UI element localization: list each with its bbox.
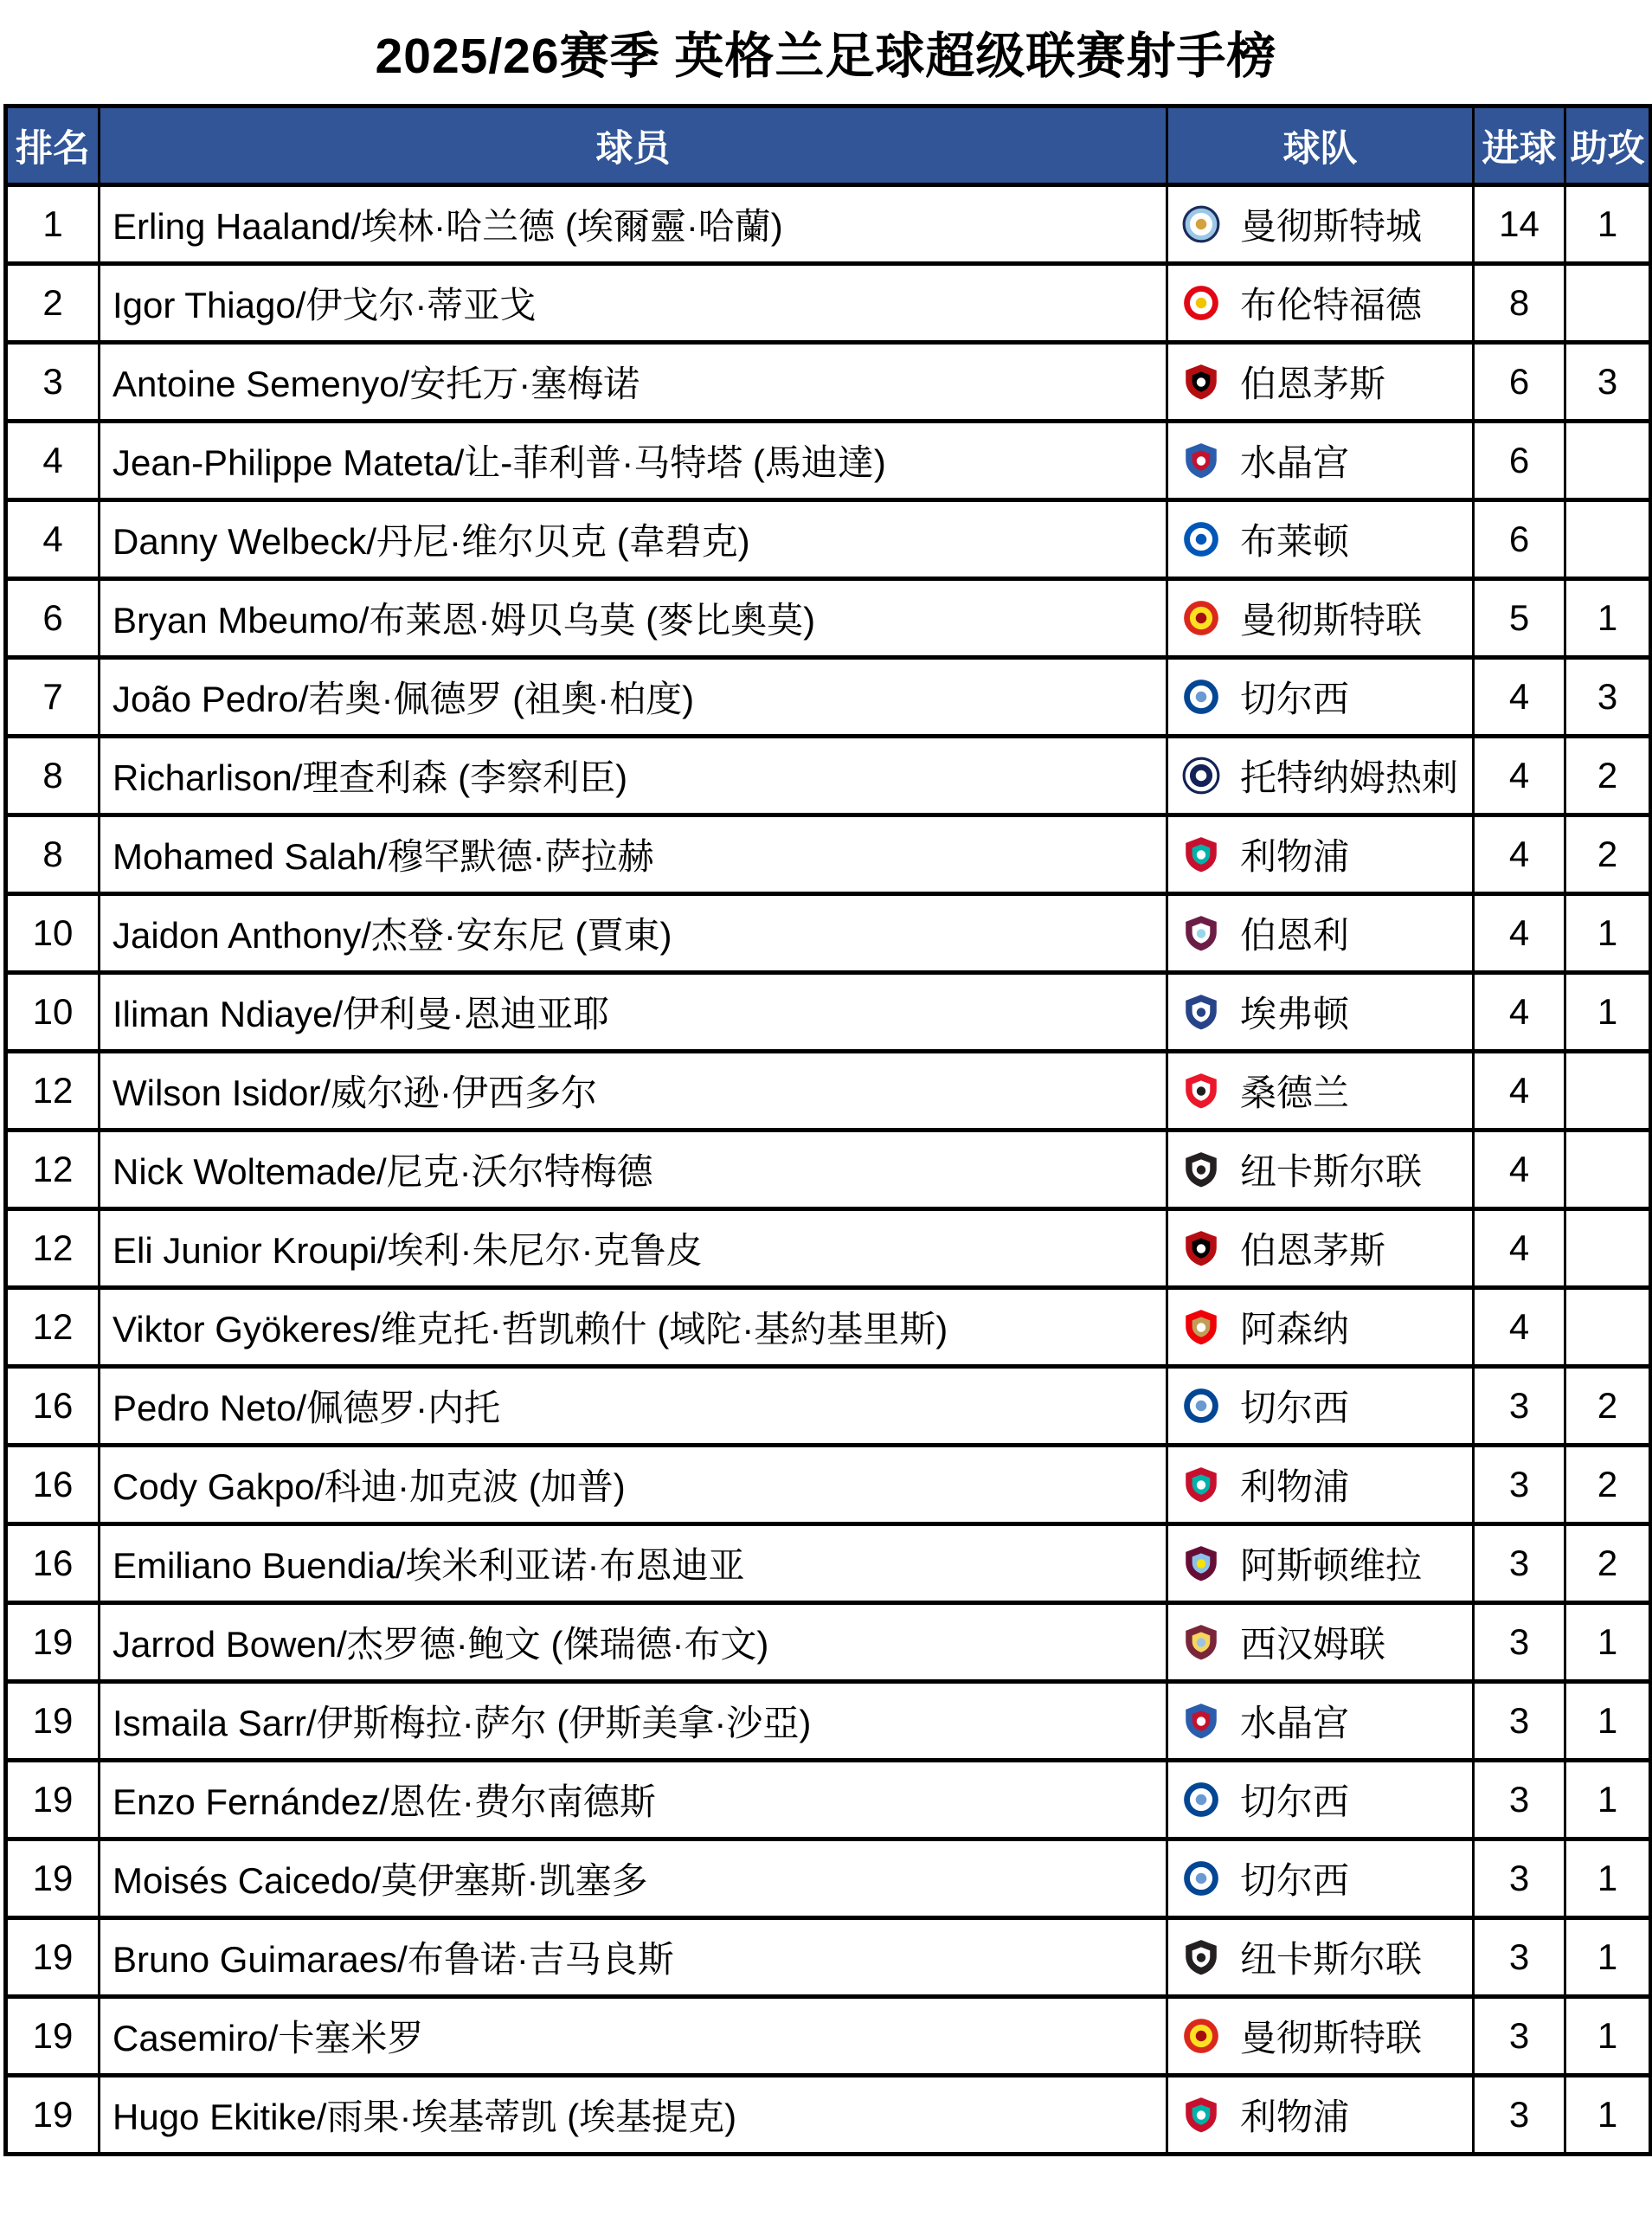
team-name: 伯恩茅斯 — [1240, 1230, 1386, 1271]
goals-cell: 4 — [1474, 658, 1565, 737]
team-wrap — [1169, 1616, 1471, 1668]
team-badge-icon — [1181, 204, 1221, 244]
rank-cell: 12 — [6, 1052, 100, 1131]
rank-cell: 4 — [6, 500, 100, 579]
team-name: 阿森纳 — [1240, 1309, 1350, 1350]
header-rank: 排名 — [6, 106, 100, 185]
rank-cell: 10 — [6, 894, 100, 973]
table-row — [6, 579, 1651, 658]
team-name: 切尔西 — [1240, 1860, 1350, 1901]
rank-cell: 2 — [6, 264, 100, 343]
player-cell: Cody Gakpo/科迪·加克波 (加普) — [100, 1446, 1167, 1524]
rank-cell: 3 — [6, 343, 100, 422]
player-cell: Erling Haaland/埃林·哈兰德 (埃爾靈·哈蘭) — [100, 185, 1167, 264]
team-badge-icon — [1181, 913, 1221, 953]
rank-cell: 7 — [6, 658, 100, 737]
team-name: 切尔西 — [1240, 1388, 1350, 1428]
assists-cell: 1 — [1565, 1603, 1651, 1682]
team-wrap — [1169, 1143, 1471, 1195]
table-row — [6, 1446, 1651, 1524]
team-wrap — [1169, 1852, 1471, 1904]
goals-cell: 5 — [1474, 579, 1565, 658]
team-cell — [1167, 1446, 1474, 1524]
team-badge-icon — [1181, 1937, 1221, 1977]
team-cell — [1167, 815, 1474, 894]
team-wrap — [1169, 986, 1471, 1038]
assists-cell: 3 — [1565, 658, 1651, 737]
team-name: 西汉姆联 — [1240, 1624, 1386, 1665]
team-wrap — [1169, 1380, 1471, 1432]
assists-cell: 2 — [1565, 1524, 1651, 1603]
table-row — [6, 1131, 1651, 1209]
assists-cell: 2 — [1565, 1446, 1651, 1524]
rank-cell: 8 — [6, 737, 100, 815]
player-cell: Nick Woltemade/尼克·沃尔特梅德 — [100, 1131, 1167, 1209]
player-cell: Danny Welbeck/丹尼·维尔贝克 (韋碧克) — [100, 500, 1167, 579]
goals-cell: 4 — [1474, 737, 1565, 815]
player-cell: Igor Thiago/伊戈尔·蒂亚戈 — [100, 264, 1167, 343]
player-cell: João Pedro/若奥·佩德罗 (祖奧·柏度) — [100, 658, 1167, 737]
team-badge-icon — [1181, 2016, 1221, 2056]
assists-cell: 1 — [1565, 973, 1651, 1052]
goals-cell: 3 — [1474, 1997, 1565, 2076]
goals-cell: 3 — [1474, 1446, 1565, 1524]
header-player: 球员 — [100, 106, 1167, 185]
team-wrap — [1169, 1301, 1471, 1353]
team-wrap — [1169, 356, 1471, 408]
team-badge-icon — [1181, 283, 1221, 323]
team-cell — [1167, 1288, 1474, 1367]
table-row — [6, 1052, 1651, 1131]
table-row — [6, 737, 1651, 815]
assists-cell: 2 — [1565, 737, 1651, 815]
table-row — [6, 1839, 1651, 1918]
team-badge-icon — [1181, 992, 1221, 1032]
assists-cell: 3 — [1565, 343, 1651, 422]
team-cell — [1167, 973, 1474, 1052]
table-row — [6, 500, 1651, 579]
team-wrap — [1169, 828, 1471, 880]
team-cell — [1167, 1367, 1474, 1446]
team-badge-icon — [1181, 1543, 1221, 1583]
rank-cell: 19 — [6, 2076, 100, 2155]
player-cell: Ismaila Sarr/伊斯梅拉·萨尔 (伊斯美拿·沙亞) — [100, 1682, 1167, 1761]
team-name: 伯恩茅斯 — [1240, 364, 1386, 404]
team-cell — [1167, 579, 1474, 658]
assists-cell: 1 — [1565, 1761, 1651, 1839]
goals-cell: 3 — [1474, 1682, 1565, 1761]
team-badge-icon — [1181, 441, 1221, 480]
player-cell: Bruno Guimaraes/布鲁诺·吉马良斯 — [100, 1918, 1167, 1997]
assists-cell: 1 — [1565, 1997, 1651, 2076]
player-cell: Iliman Ndiaye/伊利曼·恩迪亚耶 — [100, 973, 1167, 1052]
team-badge-icon — [1181, 362, 1221, 402]
team-wrap — [1169, 1931, 1471, 1983]
rank-cell: 19 — [6, 1682, 100, 1761]
header-team: 球队 — [1167, 106, 1474, 185]
rank-cell: 19 — [6, 1997, 100, 2076]
player-cell: Pedro Neto/佩德罗·内托 — [100, 1367, 1167, 1446]
team-name: 伯恩利 — [1240, 915, 1350, 956]
assists-cell — [1565, 1052, 1651, 1131]
team-cell — [1167, 1997, 1474, 2076]
team-badge-icon — [1181, 1307, 1221, 1347]
table-row — [6, 1367, 1651, 1446]
team-badge-icon — [1181, 834, 1221, 874]
assists-cell — [1565, 1209, 1651, 1288]
team-cell — [1167, 1131, 1474, 1209]
table-row — [6, 1682, 1651, 1761]
table-row — [6, 1603, 1651, 1682]
goals-cell: 4 — [1474, 1131, 1565, 1209]
assists-cell — [1565, 1131, 1651, 1209]
team-cell — [1167, 1052, 1474, 1131]
goals-cell: 4 — [1474, 1209, 1565, 1288]
team-wrap — [1169, 1695, 1471, 1747]
team-cell — [1167, 2076, 1474, 2155]
player-cell: Eli Junior Kroupi/埃利·朱尼尔·克鲁皮 — [100, 1209, 1167, 1288]
player-cell: Enzo Fernández/恩佐·费尔南德斯 — [100, 1761, 1167, 1839]
team-badge-icon — [1181, 1858, 1221, 1898]
table-row — [6, 343, 1651, 422]
player-cell: Casemiro/卡塞米罗 — [100, 1997, 1167, 2076]
team-cell — [1167, 1918, 1474, 1997]
player-cell: Richarlison/理查利森 (李察利臣) — [100, 737, 1167, 815]
team-wrap — [1169, 671, 1471, 723]
team-cell — [1167, 264, 1474, 343]
player-cell: Emiliano Buendia/埃米利亚诺·布恩迪亚 — [100, 1524, 1167, 1603]
table-row — [6, 1288, 1651, 1367]
rank-cell: 8 — [6, 815, 100, 894]
team-wrap — [1169, 2010, 1471, 2062]
team-wrap — [1169, 592, 1471, 644]
team-cell — [1167, 658, 1474, 737]
player-cell: Hugo Ekitike/雨果·埃基蒂凯 (埃基提克) — [100, 2076, 1167, 2155]
team-wrap — [1169, 907, 1471, 959]
player-cell: Mohamed Salah/穆罕默德·萨拉赫 — [100, 815, 1167, 894]
rank-cell: 12 — [6, 1131, 100, 1209]
team-wrap — [1169, 277, 1471, 329]
table-row — [6, 2076, 1651, 2155]
team-wrap — [1169, 750, 1471, 802]
assists-cell: 1 — [1565, 1839, 1651, 1918]
player-cell: Bryan Mbeumo/布莱恩·姆贝乌莫 (麥比奧莫) — [100, 579, 1167, 658]
table-body — [6, 185, 1651, 2155]
goals-cell: 3 — [1474, 1761, 1565, 1839]
rank-cell: 16 — [6, 1446, 100, 1524]
goals-cell: 3 — [1474, 2076, 1565, 2155]
team-wrap — [1169, 1537, 1471, 1589]
team-name: 利物浦 — [1240, 836, 1350, 877]
team-badge-icon — [1181, 1071, 1221, 1111]
header-assists: 助攻 — [1565, 106, 1651, 185]
table-row — [6, 264, 1651, 343]
team-name: 纽卡斯尔联 — [1240, 1939, 1423, 1980]
team-name: 布莱顿 — [1240, 521, 1350, 562]
team-name: 阿斯顿维拉 — [1240, 1545, 1423, 1586]
table-row — [6, 422, 1651, 500]
team-wrap — [1169, 198, 1471, 250]
goals-cell: 4 — [1474, 973, 1565, 1052]
team-wrap — [1169, 435, 1471, 486]
goals-cell: 3 — [1474, 1603, 1565, 1682]
table-header-row — [6, 106, 1651, 185]
team-wrap — [1169, 1774, 1471, 1826]
team-wrap — [1169, 513, 1471, 565]
rank-cell: 19 — [6, 1761, 100, 1839]
goals-cell: 6 — [1474, 343, 1565, 422]
team-badge-icon — [1181, 1780, 1221, 1820]
player-cell: Jaidon Anthony/杰登·安东尼 (賈東) — [100, 894, 1167, 973]
team-name: 纽卡斯尔联 — [1240, 1151, 1423, 1192]
team-name: 利物浦 — [1240, 1466, 1350, 1507]
table-row — [6, 894, 1651, 973]
player-cell: Wilson Isidor/威尔逊·伊西多尔 — [100, 1052, 1167, 1131]
rank-cell: 16 — [6, 1367, 100, 1446]
table-row — [6, 815, 1651, 894]
team-badge-icon — [1181, 519, 1221, 559]
goals-cell: 4 — [1474, 1288, 1565, 1367]
page-title: 2025/26赛季 英格兰足球超级联赛射手榜 — [375, 29, 1277, 84]
goals-cell: 6 — [1474, 500, 1565, 579]
goals-cell: 6 — [1474, 422, 1565, 500]
assists-cell: 2 — [1565, 1367, 1651, 1446]
table-row — [6, 1761, 1651, 1839]
assists-cell: 1 — [1565, 185, 1651, 264]
team-name: 水晶宫 — [1240, 1703, 1350, 1743]
team-badge-icon — [1181, 2095, 1221, 2135]
team-badge-icon — [1181, 1150, 1221, 1189]
team-name: 曼彻斯特联 — [1240, 600, 1423, 641]
rank-cell: 1 — [6, 185, 100, 264]
player-cell: Moisés Caicedo/莫伊塞斯·凯塞多 — [100, 1839, 1167, 1918]
assists-cell: 1 — [1565, 894, 1651, 973]
rank-cell: 6 — [6, 579, 100, 658]
rank-cell: 10 — [6, 973, 100, 1052]
table-row — [6, 1209, 1651, 1288]
assists-cell — [1565, 422, 1651, 500]
assists-cell: 1 — [1565, 1918, 1651, 1997]
team-name: 曼彻斯特城 — [1240, 206, 1423, 247]
team-cell — [1167, 1682, 1474, 1761]
team-wrap — [1169, 1459, 1471, 1511]
rank-cell: 4 — [6, 422, 100, 500]
team-name: 埃弗顿 — [1240, 994, 1350, 1034]
team-badge-icon — [1181, 1386, 1221, 1426]
team-cell — [1167, 422, 1474, 500]
assists-cell: 2 — [1565, 815, 1651, 894]
goals-cell: 8 — [1474, 264, 1565, 343]
team-wrap — [1169, 1222, 1471, 1274]
team-wrap — [1169, 2089, 1471, 2141]
table-row — [6, 1997, 1651, 2076]
table-row — [6, 973, 1651, 1052]
team-name: 桑德兰 — [1240, 1073, 1350, 1113]
goals-cell: 3 — [1474, 1839, 1565, 1918]
rank-cell: 19 — [6, 1918, 100, 1997]
team-cell — [1167, 500, 1474, 579]
team-wrap — [1169, 1065, 1471, 1117]
team-badge-icon — [1181, 598, 1221, 638]
team-name: 托特纳姆热刺 — [1240, 757, 1459, 798]
rank-cell: 16 — [6, 1524, 100, 1603]
team-cell — [1167, 737, 1474, 815]
table-row — [6, 1918, 1651, 1997]
team-cell — [1167, 185, 1474, 264]
team-badge-icon — [1181, 1228, 1221, 1268]
table-row — [6, 185, 1651, 264]
assists-cell: 1 — [1565, 2076, 1651, 2155]
team-cell — [1167, 1761, 1474, 1839]
rank-cell: 12 — [6, 1288, 100, 1367]
goals-cell: 14 — [1474, 185, 1565, 264]
team-cell — [1167, 1209, 1474, 1288]
top-scorers-table — [3, 104, 1652, 2156]
goals-cell: 4 — [1474, 815, 1565, 894]
rank-cell: 19 — [6, 1839, 100, 1918]
team-name: 水晶宫 — [1240, 442, 1350, 483]
player-cell: Antoine Semenyo/安托万·塞梅诺 — [100, 343, 1167, 422]
team-badge-icon — [1181, 1622, 1221, 1662]
team-badge-icon — [1181, 1701, 1221, 1741]
assists-cell: 1 — [1565, 579, 1651, 658]
goals-cell: 3 — [1474, 1367, 1565, 1446]
goals-cell: 3 — [1474, 1918, 1565, 1997]
goals-cell: 4 — [1474, 1052, 1565, 1131]
player-cell: Viktor Gyökeres/维克托·哲凯赖什 (域陀·基約基里斯) — [100, 1288, 1167, 1367]
rank-cell: 19 — [6, 1603, 100, 1682]
team-badge-icon — [1181, 1465, 1221, 1504]
team-cell — [1167, 894, 1474, 973]
assists-cell — [1565, 264, 1651, 343]
goals-cell: 4 — [1474, 894, 1565, 973]
team-name: 切尔西 — [1240, 679, 1350, 719]
team-cell — [1167, 1603, 1474, 1682]
assists-cell: 1 — [1565, 1682, 1651, 1761]
rank-cell: 12 — [6, 1209, 100, 1288]
team-name: 切尔西 — [1240, 1781, 1350, 1822]
team-cell — [1167, 1524, 1474, 1603]
table-row — [6, 658, 1651, 737]
header-goals: 进球 — [1474, 106, 1565, 185]
team-badge-icon — [1181, 756, 1221, 796]
assists-cell — [1565, 500, 1651, 579]
team-cell — [1167, 343, 1474, 422]
player-cell: Jarrod Bowen/杰罗德·鲍文 (傑瑞德·布文) — [100, 1603, 1167, 1682]
team-name: 曼彻斯特联 — [1240, 2018, 1423, 2058]
team-name: 利物浦 — [1240, 2097, 1350, 2137]
team-badge-icon — [1181, 677, 1221, 717]
goals-cell: 3 — [1474, 1524, 1565, 1603]
table-row — [6, 1524, 1651, 1603]
assists-cell — [1565, 1288, 1651, 1367]
player-cell: Jean-Philippe Mateta/让-菲利普·马特塔 (馬迪達) — [100, 422, 1167, 500]
team-name: 布伦特福德 — [1240, 285, 1423, 325]
team-cell — [1167, 1839, 1474, 1918]
